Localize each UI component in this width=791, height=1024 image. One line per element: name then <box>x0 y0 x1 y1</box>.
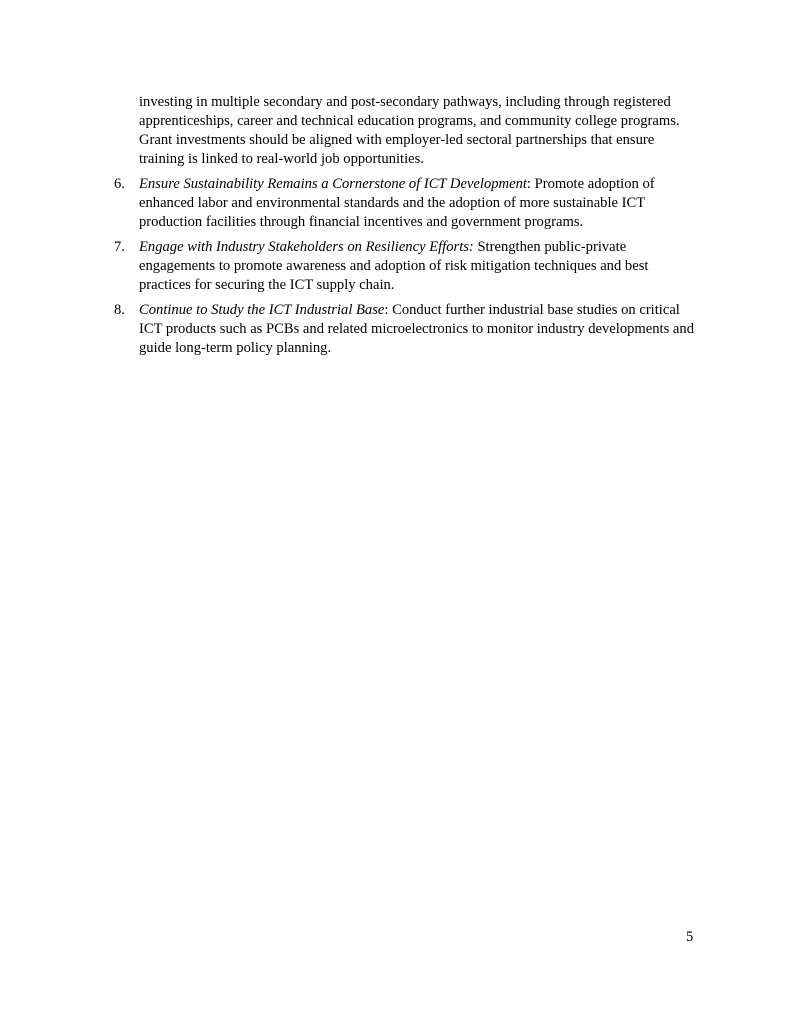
recommendation-body: Strengthen public-private engagements to promote awareness and adoption of risk mitigation techniques and best practices for securing the ICT supply chain. <box>139 239 649 293</box>
list-item-8 <box>114 301 694 358</box>
recommendation-body: Conduct further industrial base studies on critical ICT products such as PCBs and related microelectronics to monitor industry developments and guide long-term policy planning. <box>139 302 694 356</box>
recommendation-title: Engage with Industry Stakeholders on Resiliency Efforts: <box>139 239 474 255</box>
list-number: 6. <box>114 176 125 192</box>
continued-paragraph: investing in multiple secondary and post-secondary pathways, including through registered apprenticeships, career and technical education programs, and community college programs. Grant investments should be aligned with employer-led sectoral partnerships that ensure training is linked to real-world job opportunities. <box>139 94 680 167</box>
recommendation-body: Promote adoption of enhanced labor and environmental standards and the adoption of more sustainable ICT production facilities through financial incentives and government programs. <box>139 176 655 230</box>
list-number: 8. <box>114 302 125 318</box>
title-separator: : <box>526 176 531 192</box>
recommendations-list <box>114 175 694 358</box>
recommendation-title: Continue to Study the ICT Industrial Base <box>139 302 385 318</box>
list-number: 7. <box>114 239 125 255</box>
list-item-6 <box>114 175 694 232</box>
recommendation-title: Ensure Sustainability Remains a Cornerstone of ICT Development <box>139 176 527 192</box>
list-item-7 <box>114 238 694 295</box>
page-number: 5 <box>686 929 694 945</box>
title-separator: : <box>384 302 389 318</box>
page-body <box>114 93 694 364</box>
